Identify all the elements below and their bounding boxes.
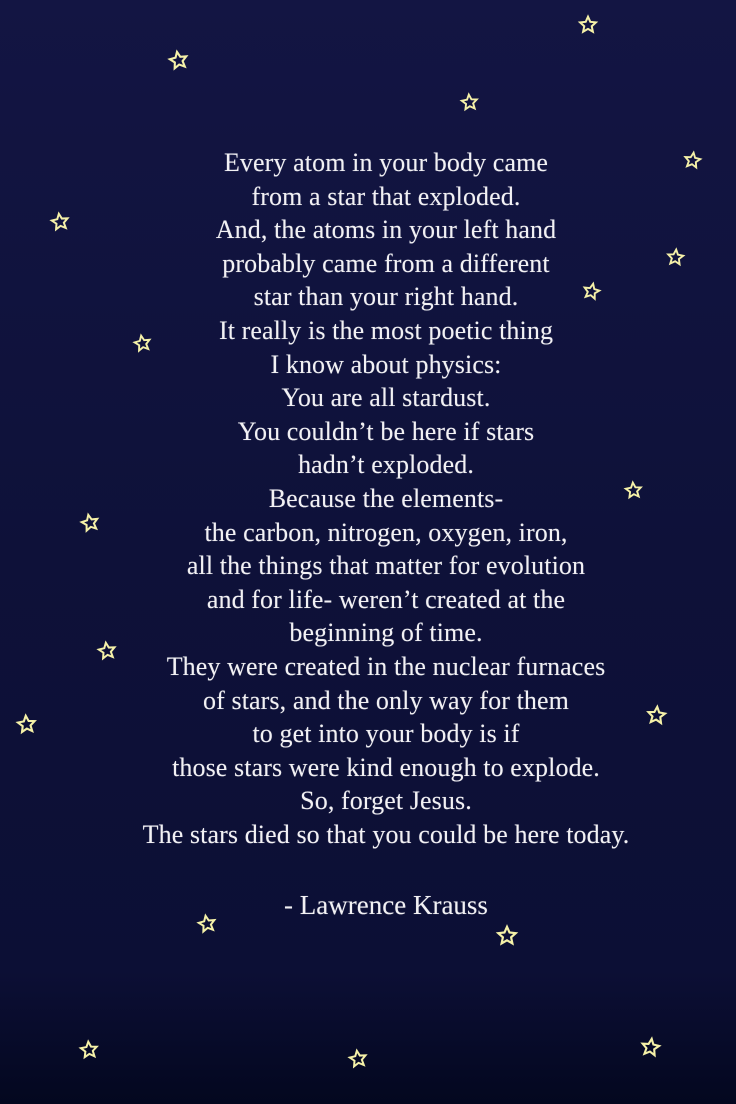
quote-line: to get into your body is if bbox=[252, 719, 520, 749]
star-icon bbox=[15, 713, 38, 736]
quote-line: They were created in the nuclear furnaces bbox=[166, 651, 606, 681]
quote-line: hadn’t exploded. bbox=[298, 450, 474, 480]
quote-line: beginning of time. bbox=[289, 618, 483, 648]
quote-line: the carbon, nitrogen, oxygen, iron, bbox=[204, 517, 568, 547]
quote-line: I know about physics: bbox=[270, 349, 502, 379]
quote-line: those stars were kind enough to explode. bbox=[172, 752, 600, 782]
quote-line: You couldn’t be here if stars bbox=[237, 416, 535, 446]
star-icon bbox=[166, 48, 190, 72]
quote-line: all the things that matter for evolution bbox=[186, 551, 586, 581]
quote-line: Because the elements- bbox=[268, 483, 504, 513]
quote-line: Every atom in your body came bbox=[223, 148, 549, 177]
quote-line: And, the atoms in your left hand bbox=[215, 215, 557, 245]
star-icon bbox=[638, 1035, 662, 1059]
quote-line: and for life- weren’t created at the bbox=[206, 584, 566, 614]
star-icon bbox=[578, 15, 598, 35]
star-icon bbox=[78, 1039, 100, 1061]
quote-line: You are all stardust. bbox=[281, 383, 491, 413]
star-icon bbox=[347, 1048, 370, 1071]
quote-line: The stars died so that you could be here today. bbox=[142, 819, 630, 849]
star-icon bbox=[459, 92, 480, 113]
quote-line: It really is the most poetic thing bbox=[218, 315, 554, 345]
attribution-text: - Lawrence Krauss bbox=[284, 890, 488, 920]
quote-line: of stars, and the only way for them bbox=[203, 685, 569, 715]
star-icon bbox=[496, 925, 518, 947]
quote-line: star than your right hand. bbox=[253, 282, 519, 312]
quote-line: probably came from a different bbox=[222, 248, 550, 278]
quote-line: So, forget Jesus. bbox=[300, 786, 472, 816]
quote-block bbox=[36, 146, 736, 851]
quote-line: from a star that exploded. bbox=[251, 181, 521, 211]
